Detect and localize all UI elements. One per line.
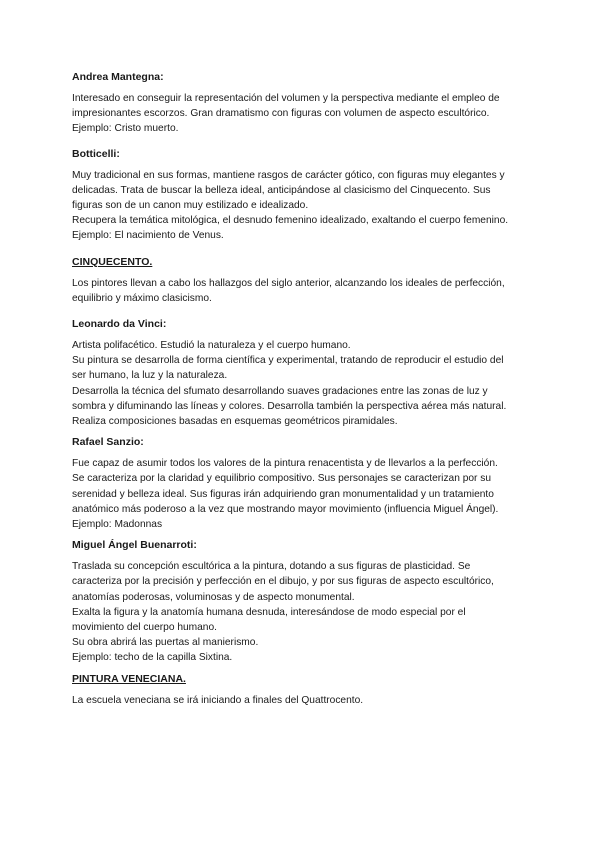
paragraph-line: Exalta la figura y la anatomía humana desnuda, interesándose de modo especial por el movimiento del cuerpo humano. xyxy=(72,606,466,634)
paragraph-line: Los pintores llevan a cabo los hallazgos del siglo anterior, alcanzando los ideales de perfección, equilibrio y máximo clasicismo. xyxy=(72,277,505,304)
text-block xyxy=(72,255,512,306)
artist-heading: Rafael Sanzio: xyxy=(72,436,144,449)
artist-heading: Leonardo da Vinci: xyxy=(72,318,167,331)
text-block xyxy=(72,147,512,244)
paragraph-line: Artista polifacético. Estudió la naturaleza y el cuerpo humano. xyxy=(72,340,351,352)
paragraph-line: Su obra abrirá las puertas al manierismo. xyxy=(72,637,259,649)
paragraph-line: Ejemplo: El nacimiento de Venus. xyxy=(72,230,224,242)
text-block xyxy=(72,672,512,708)
paragraph-line: Ejemplo: Cristo muerto. xyxy=(72,123,179,135)
paragraph-line: Recupera la temática mitológica, el desnudo femenino idealizado, exaltando el cuerpo femenino. xyxy=(72,215,509,227)
paragraph-line: Su pintura se desarrolla de forma científica y experimental, tratando de reproducir el estudio del ser humano, la luz y la naturaleza. xyxy=(72,355,504,382)
section-heading: CINQUECENTO. xyxy=(72,255,153,268)
paragraph-line: Interesado en conseguir la representación del volumen y la perspectiva mediante el empleo de impresionantes escorzos. Gran dramatismo con figuras con volumen de aspecto escultórico. xyxy=(72,93,500,120)
paragraph-line: Desarrolla la técnica del sfumato desarrollando suaves gradaciones entre las zonas de luz y sombra y difuminando las líneas y colores. Desarrolla también la perspectiva aérea más natural. Realiza composiciones basadas en esquemas geométricos piramidales. xyxy=(72,385,507,428)
paragraph-line: Fue capaz de asumir todos los valores de la pintura renacentista y de llevarlos a la perfección. xyxy=(72,458,498,470)
artist-heading: Botticelli: xyxy=(72,147,120,160)
paragraph-line: Ejemplo: techo de la capilla Sixtina. xyxy=(72,652,233,664)
text-block xyxy=(72,70,512,137)
paragraph-line: Se caracteriza por la claridad y equilibrio compositivo. Sus personajes se caracterizan por su serenidad y belleza ideal. Sus figuras irán adquiriendo gran monumentalidad y un tratamiento anatómico más poderoso a la vez que mostrando mayor movimiento (influencia Miguel Ángel). xyxy=(72,473,499,515)
text-block xyxy=(72,317,512,429)
paragraph-line: Muy tradicional en sus formas, mantiene rasgos de carácter gótico, con figuras muy elegantes y delicadas. Trata de buscar la belleza ideal, anticipándose al clasicismo del Cinquecento. Sus figuras son de un canon muy estilizado e idealizado. xyxy=(72,169,505,212)
section-heading: PINTURA VENECIANA. xyxy=(72,672,186,685)
document-body xyxy=(72,70,512,714)
text-block xyxy=(72,538,512,665)
paragraph-line: Traslada su concepción escultórica a la pintura, dotando a sus figuras de plasticidad. Se caracteriza por la precisión y perfección en el dibujo, y por sus figuras de aspecto escultórico, anatomías poderosas, voluminosas y de aspecto monumental. xyxy=(72,561,494,603)
paragraph-line: Ejemplo: Madonnas xyxy=(72,519,163,531)
paragraph-line: La escuela veneciana se irá iniciando a finales del Quattrocento. xyxy=(72,694,364,706)
artist-heading: Andrea Mantegna: xyxy=(72,71,164,83)
text-block xyxy=(72,435,512,532)
artist-heading: Miguel Ángel Buenarroti: xyxy=(72,539,197,552)
